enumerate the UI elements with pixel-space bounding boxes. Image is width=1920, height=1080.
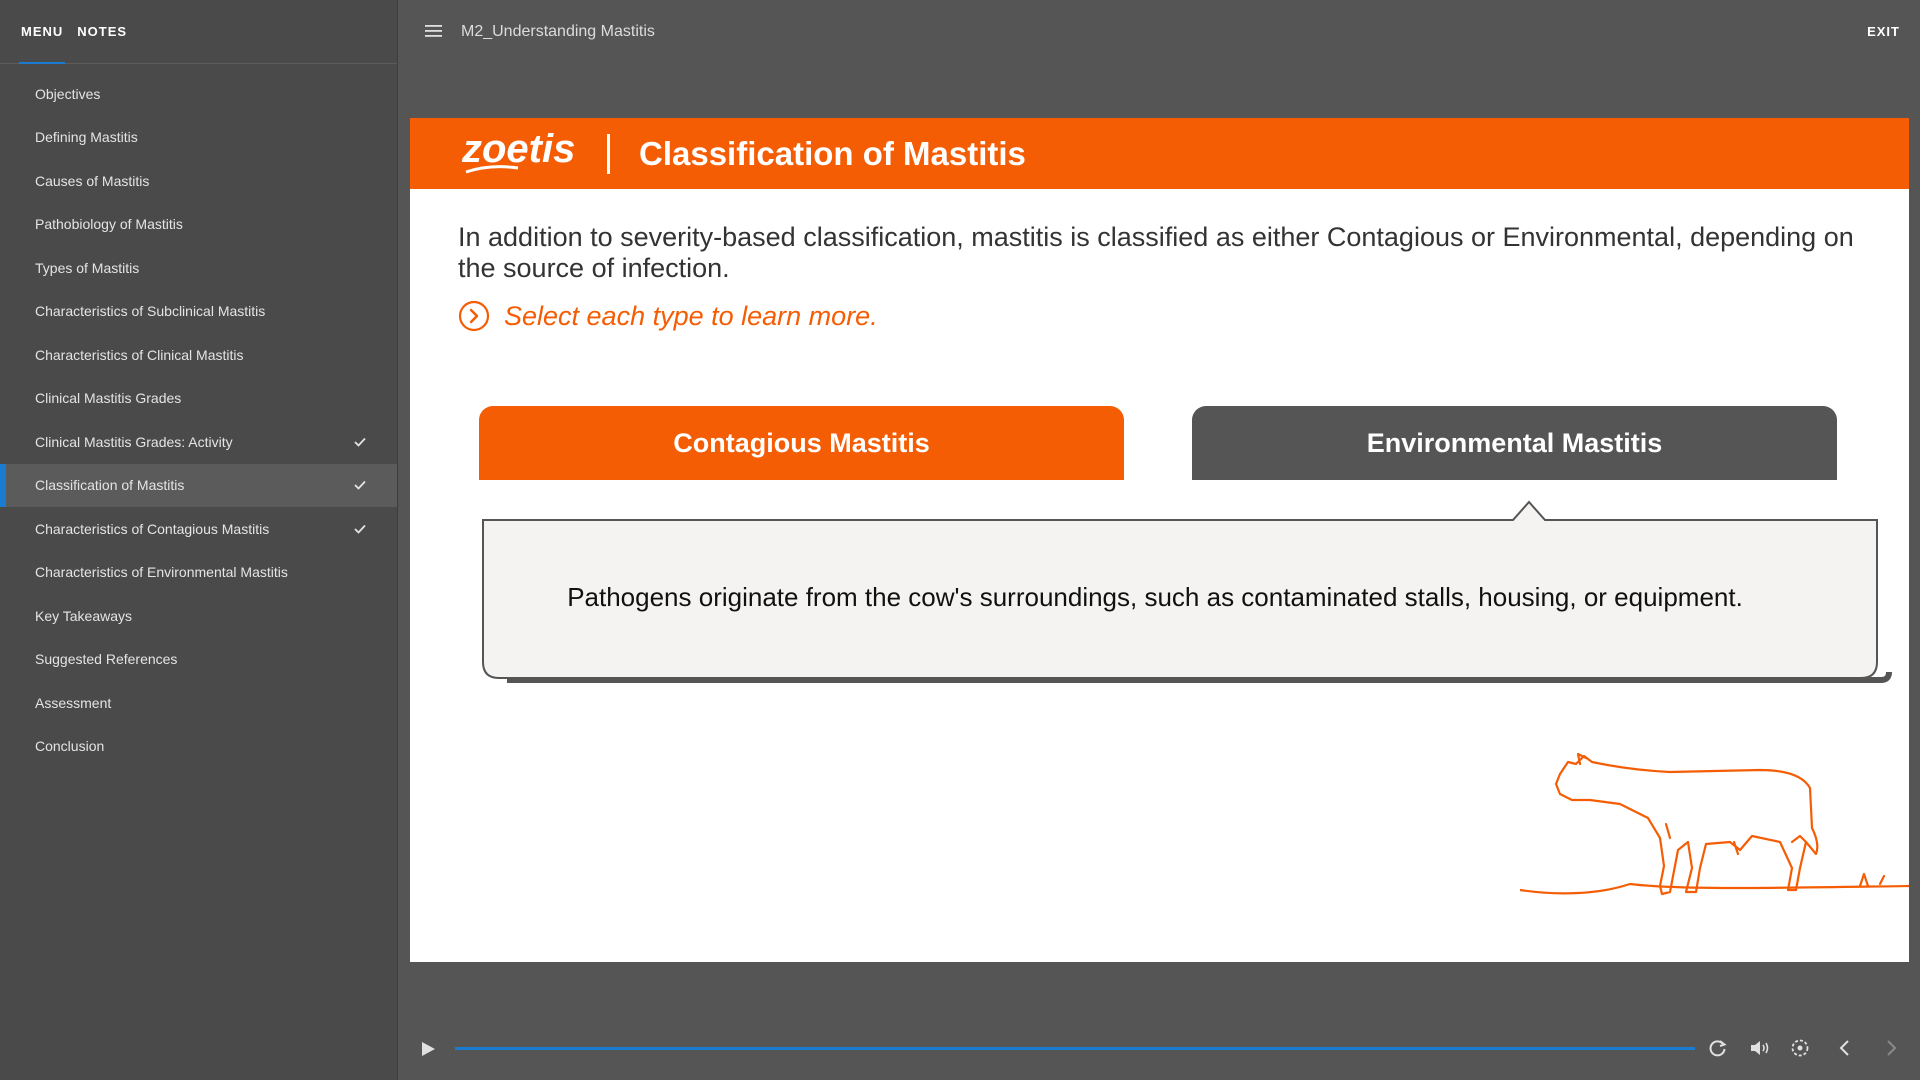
sidebar-item-label: Causes of Mastitis	[35, 172, 150, 189]
sidebar-item-label: Key Takeaways	[35, 607, 133, 624]
sidebar-item[interactable]	[0, 377, 397, 421]
sidebar-item[interactable]	[0, 594, 397, 638]
sidebar-item-label: Assessment	[35, 694, 112, 711]
play-icon[interactable]	[419, 1040, 437, 1058]
sidebar-item-label: Conclusion	[35, 738, 105, 755]
menu-list	[0, 64, 397, 768]
seek-bar[interactable]	[455, 1047, 1695, 1050]
course-title: M2_Understanding Mastitis	[461, 23, 655, 40]
replay-icon[interactable]	[1708, 1038, 1728, 1058]
volume-icon[interactable]	[1749, 1038, 1771, 1058]
logo-text: zoetis	[462, 128, 576, 171]
playback-controls	[399, 1010, 1920, 1080]
zoetis-logo	[460, 128, 580, 180]
captions-icon[interactable]	[1790, 1038, 1810, 1058]
sidebar-item[interactable]	[0, 72, 397, 116]
sidebar-item-label: Suggested References	[35, 651, 178, 668]
chevron-left-icon[interactable]	[1835, 1038, 1855, 1058]
sidebar-item-label: Clinical Mastitis Grades	[35, 390, 182, 407]
hamburger-menu-icon[interactable]	[425, 24, 443, 38]
callout-text: Pathogens originate from the cow's surroundings, such as contaminated stalls, housing, or equipment.	[567, 582, 1743, 612]
contagious-mastitis-tab[interactable]: Contagious Mastitis	[479, 406, 1124, 480]
sidebar	[0, 0, 398, 1080]
sidebar-item[interactable]	[0, 725, 397, 769]
sidebar-item-label: Characteristics of Environmental Mastitis	[35, 564, 288, 581]
tab-notes[interactable]: NOTES	[77, 23, 128, 39]
sidebar-item-label: Characteristics of Contagious Mastitis	[35, 520, 270, 537]
sidebar-item-label: Defining Mastitis	[35, 129, 138, 146]
sidebar-item[interactable]	[0, 638, 397, 682]
sidebar-item-label: Pathobiology of Mastitis	[35, 216, 183, 233]
checkmark-icon	[353, 435, 367, 449]
sidebar-item[interactable]	[0, 551, 397, 595]
sidebar-item-label: Characteristics of Clinical Mastitis	[35, 346, 244, 363]
sidebar-item-label: Clinical Mastitis Grades: Activity	[35, 433, 233, 450]
sidebar-item[interactable]	[0, 464, 397, 508]
sidebar-item-label: Characteristics of Subclinical Mastitis	[35, 303, 266, 320]
top-bar	[399, 0, 1920, 64]
slide	[410, 118, 1909, 962]
slide-header	[410, 118, 1909, 189]
sidebar-item[interactable]	[0, 333, 397, 377]
header-divider	[607, 134, 610, 174]
sidebar-item[interactable]	[0, 681, 397, 725]
chevron-circle-right-icon	[458, 300, 490, 332]
chevron-right-icon[interactable]	[1881, 1038, 1901, 1058]
sidebar-item-label: Objectives	[35, 85, 101, 102]
instruction-text: Select each type to learn more.	[504, 300, 878, 331]
checkmark-icon	[353, 478, 367, 492]
intro-text: In addition to severity-based classification, mastitis is classified as either Contagious or Environmental, depending on the source of infection.	[458, 222, 1854, 283]
sidebar-item[interactable]	[0, 246, 397, 290]
sidebar-item[interactable]	[0, 159, 397, 203]
sidebar-item-label: Types of Mastitis	[35, 259, 140, 276]
sidebar-item[interactable]	[0, 420, 397, 464]
cow-illustration	[1520, 718, 1909, 938]
sidebar-tabs	[0, 0, 397, 64]
environmental-mastitis-tab[interactable]: Environmental Mastitis	[1192, 406, 1837, 480]
sidebar-item[interactable]	[0, 116, 397, 160]
exit-button[interactable]: EXIT	[1867, 24, 1900, 39]
sidebar-item-label: Classification of Mastitis	[35, 477, 185, 494]
checkmark-icon	[353, 522, 367, 536]
instruction	[458, 300, 878, 332]
sidebar-item[interactable]	[0, 290, 397, 334]
slide-title: Classification of Mastitis	[639, 135, 1026, 172]
sidebar-item[interactable]	[0, 507, 397, 551]
sidebar-item[interactable]	[0, 203, 397, 247]
tab-menu[interactable]: MENU	[21, 0, 63, 64]
